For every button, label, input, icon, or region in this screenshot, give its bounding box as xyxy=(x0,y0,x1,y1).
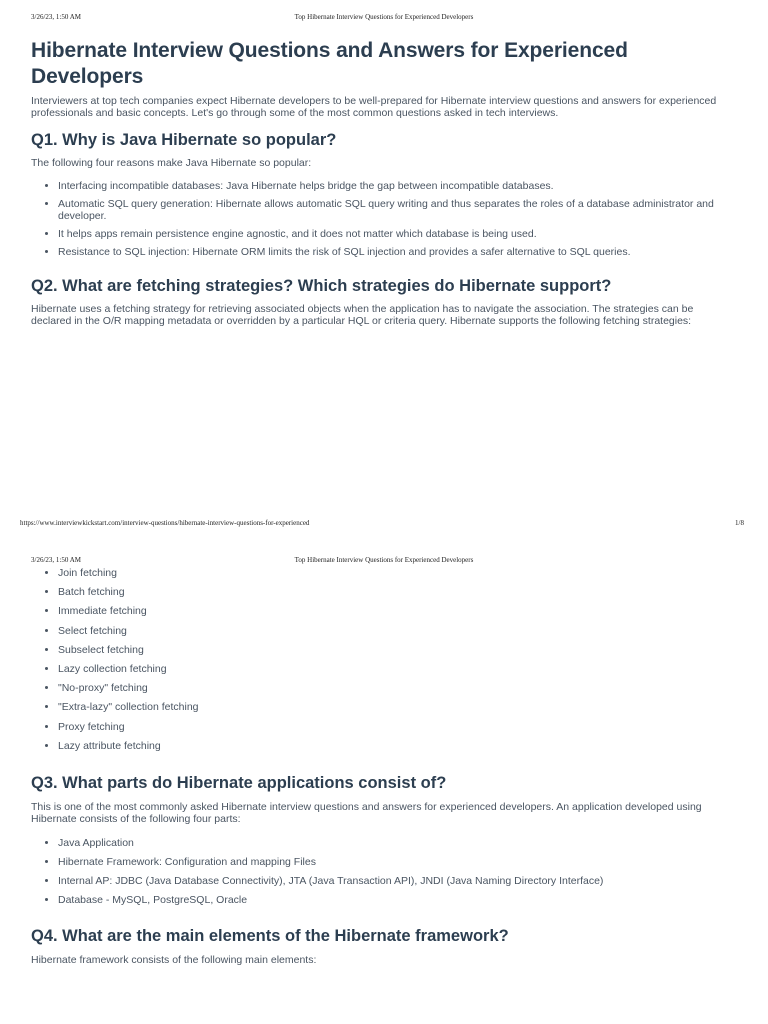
list-item: • Hibernate Framework: Configuration and mapping Files xyxy=(58,856,736,868)
page2-content xyxy=(31,567,736,966)
q1-heading: Q1. Why is Java Hibernate so popular? xyxy=(31,131,337,149)
q3-list xyxy=(31,837,736,907)
list-item: • Database - MySQL, PostgreSQL, Oracle xyxy=(58,894,736,906)
q2-heading: Q2. What are fetching strategies? Which strategies do Hibernate support? xyxy=(31,277,612,295)
list-item: • It helps apps remain persistence engine agnostic, and it does not matter which database is being used. xyxy=(58,228,736,240)
page-footer-number: 1/8 xyxy=(735,519,744,527)
list-item: • Proxy fetching xyxy=(58,721,736,733)
list-item: • Java Application xyxy=(58,837,736,849)
page-header-title: Top Hibernate Interview Questions for Experienced Developers xyxy=(294,556,474,564)
list-item: • "No-proxy" fetching xyxy=(58,682,736,694)
page-header-date: 3/26/23, 1:50 AM xyxy=(31,13,81,21)
list-item: • Interfacing incompatible databases: Java Hibernate helps bridge the gap between incompatible databases. xyxy=(58,180,736,192)
q3-heading: Q3. What parts do Hibernate applications consist of? xyxy=(31,773,447,792)
list-item: • Subselect fetching xyxy=(58,644,736,656)
list-item: • Join fetching xyxy=(58,567,736,579)
page1-content xyxy=(31,38,736,327)
q1-lead: The following four reasons make Java Hibernate so popular: xyxy=(31,157,312,169)
q3-text: This is one of the most commonly asked Hibernate interview questions and answers for experienced developers. An application developed using Hibernate consists of the following four parts: xyxy=(31,800,702,825)
list-item: • Lazy attribute fetching xyxy=(58,740,736,752)
q4-text: Hibernate framework consists of the following main elements: xyxy=(31,954,317,967)
list-item: • Select fetching xyxy=(58,625,736,637)
article-intro: Interviewers at top tech companies expect Hibernate developers to be well-prepared for Hibernate interview questions and answers for experienced professionals and basic concepts. Let's go through some of the most common questions asked in tech interviews. xyxy=(31,95,717,119)
list-item: • Lazy collection fetching xyxy=(58,663,736,675)
q2-list xyxy=(31,567,736,752)
page-header-title: Top Hibernate Interview Questions for Experienced Developers xyxy=(294,13,474,21)
list-item: • Internal AP: JDBC (Java Database Connectivity), JTA (Java Transaction API), JNDI (Java Naming Directory Interface) xyxy=(58,875,736,887)
page-header-date: 3/26/23, 1:50 AM xyxy=(31,556,81,564)
list-item: • Automatic SQL query generation: Hibernate allows automatic SQL query writing and thus separates the roles of a database administrator and developer. xyxy=(58,198,736,222)
list-item: • Resistance to SQL injection: Hibernate ORM limits the risk of SQL injection and provides a safer alternative to SQL queries. xyxy=(58,246,736,258)
q2-text: Hibernate uses a fetching strategy for retrieving associated objects when the application has to navigate the association. The strategies can be declared in the O/R mapping metadata or overridden by a particular HQL or criteria query. Hibernate supports the following fetching strategies: xyxy=(31,303,694,327)
article-title: Hibernate Interview Questions and Answers for Experienced Developers xyxy=(31,39,628,88)
list-item: • Immediate fetching xyxy=(58,605,736,617)
page-footer-url: https://www.interviewkickstart.com/interview-questions/hibernate-interview-questions-for-experienced xyxy=(20,519,310,527)
list-item: • "Extra-lazy" collection fetching xyxy=(58,701,736,713)
q4-heading: Q4. What are the main elements of the Hibernate framework? xyxy=(31,927,509,946)
q1-list xyxy=(31,180,736,258)
list-item: • Batch fetching xyxy=(58,586,736,598)
